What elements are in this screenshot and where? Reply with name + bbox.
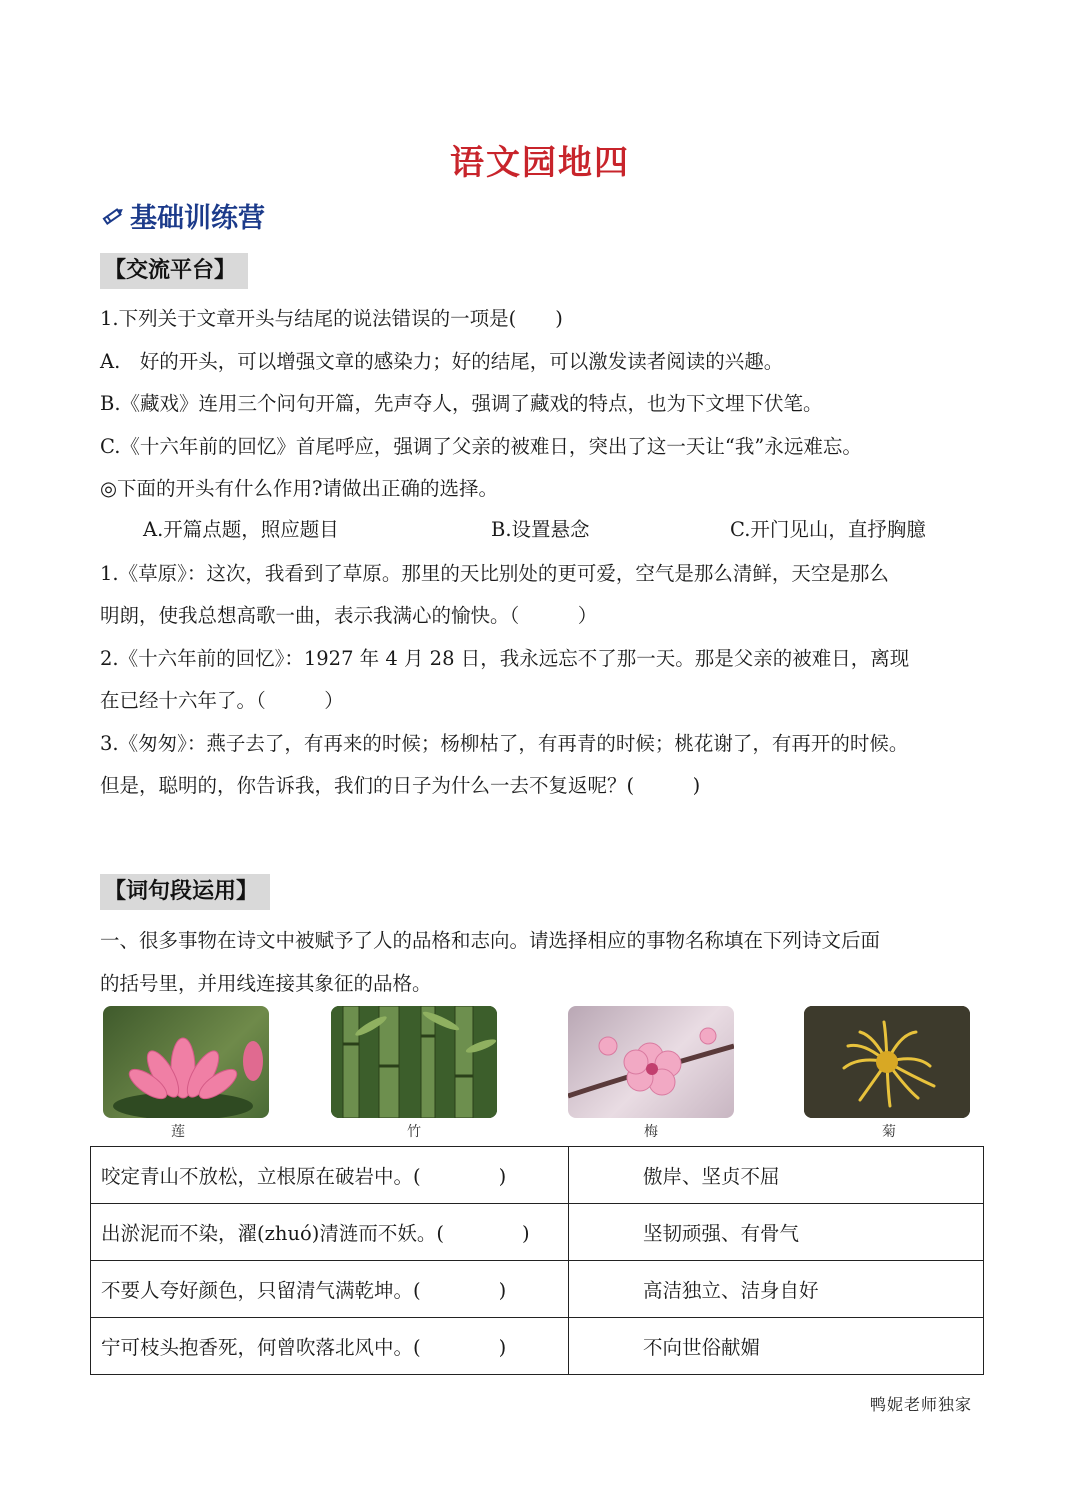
q2-item2-line1: 2.《十六年前的回忆》：1927 年 4 月 28 日，我永远忘不了那一天。那是父亲的被难日，离现: [100, 647, 910, 670]
q3-stem-line1: 一、很多事物在诗文中被赋予了人的品格和志向。请选择相应的事物名称填在下列诗文后面: [100, 929, 881, 952]
section-heading: [100, 196, 265, 235]
q2-option: A.开篇点题，照应题目: [143, 518, 339, 541]
tag-exchange-platform: 【交流平台】: [100, 253, 248, 289]
q2-item3-line2: 但是，聪明的，你告诉我，我们的日子为什么一去不复返呢？( ): [100, 774, 701, 797]
section-heading-text: 基础训练营: [130, 203, 265, 234]
tag-word-sentence-use: 【词句段运用】: [100, 874, 270, 910]
plum-blossom-image: [568, 1006, 734, 1118]
character-trait: 高洁独立、洁身自好: [569, 1261, 984, 1318]
table-row: [91, 1204, 984, 1261]
q2-option: C.开门见山，直抒胸臆: [730, 518, 926, 541]
poem-line: 咬定青山不放松，立根原在破岩中。( ): [91, 1147, 569, 1204]
q2-item2-line2: 在已经十六年了。（ ）: [100, 689, 344, 712]
image-label-lotus: 莲: [171, 1124, 185, 1140]
table-row: [91, 1147, 984, 1204]
pencil-icon: [100, 203, 126, 229]
table-row: [91, 1318, 984, 1375]
q2-stem: ◎下面的开头有什么作用?请做出正确的选择。: [100, 477, 498, 500]
character-trait: 坚韧顽强、有骨气: [569, 1204, 984, 1261]
q1-option-a: A. 好的开头，可以增强文章的感染力；好的结尾，可以激发读者阅读的兴趣。: [100, 350, 784, 373]
poem-line: 宁可枝头抱香死，何曾吹落北风中。( ): [91, 1318, 569, 1375]
q2-item3-line1: 3.《匆匆》：燕子去了，有再来的时候；杨柳枯了，有再青的时候；桃花谢了，有再开的时候。: [100, 732, 909, 755]
q2-item1-line2: 明朗，使我总想高歌一曲，表示我满心的愉快。（ ）: [100, 604, 598, 627]
character-trait: 傲岸、坚贞不屈: [569, 1147, 984, 1204]
image-label-chrysanthemum: 菊: [882, 1124, 896, 1140]
q1-stem: 1.下列关于文章开头与结尾的说法错误的一项是( ): [100, 307, 563, 330]
q2-item1-line1: 1.《草原》：这次，我看到了草原。那里的天比别处的更可爱，空气是那么清鲜，天空是那么: [100, 562, 889, 585]
image-label-bamboo: 竹: [407, 1124, 421, 1140]
footer-credit: 鸭妮老师独家: [869, 1395, 972, 1414]
lotus-image: [103, 1006, 269, 1118]
image-label-plum: 梅: [644, 1124, 658, 1140]
q2-option: B.设置悬念: [491, 518, 590, 541]
character-trait: 不向世俗献媚: [569, 1318, 984, 1375]
poem-line: 不要人夸好颜色，只留清气满乾坤。( ): [91, 1261, 569, 1318]
table-row: [91, 1261, 984, 1318]
q1-option-c: C.《十六年前的回忆》首尾呼应，强调了父亲的被难日，突出了这一天让“我”永远难忘。: [100, 435, 862, 458]
matching-table: [90, 1146, 984, 1375]
bamboo-image: [331, 1006, 497, 1118]
page-title: 语文园地四: [450, 143, 630, 183]
q3-stem-line2: 的括号里，并用线连接其象征的品格。: [100, 972, 432, 995]
poem-line: 出淤泥而不染，濯(zhuó)清涟而不妖。( ): [91, 1204, 569, 1261]
chrysanthemum-image: [804, 1006, 970, 1118]
q1-option-b: B.《藏戏》连用三个问句开篇，先声夺人，强调了藏戏的特点，也为下文埋下伏笔。: [100, 392, 823, 415]
